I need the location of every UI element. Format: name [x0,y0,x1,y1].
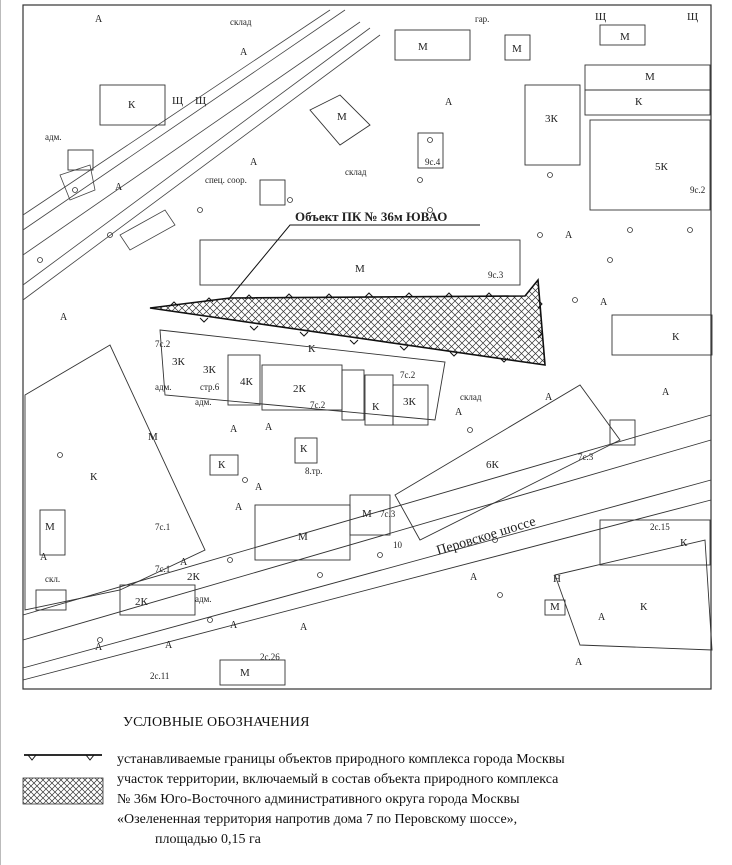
callout-leader [228,225,480,300]
svg-text:гар.: гар. [475,14,490,24]
svg-text:А: А [230,424,238,435]
label-5k: 5К [655,161,668,173]
svg-text:А: А [165,640,173,651]
svg-text:А: А [470,572,478,583]
svg-text:2с.15: 2с.15 [650,522,670,532]
svg-text:8.тр.: 8.тр. [305,466,323,476]
svg-text:9с.2: 9с.2 [690,185,706,195]
label-k: К [308,343,316,355]
svg-text:А: А [40,552,48,563]
label-k: К [635,96,643,108]
svg-text:А: А [662,387,670,398]
legend-area-text-2: № 36м Юго-Восточного административного округа города Москвы [117,792,520,807]
label-m: М [512,43,522,55]
svg-text:А: А [60,312,68,323]
label-k: К [90,471,98,483]
svg-text:А: А [598,612,606,623]
svg-text:7с.1: 7с.1 [155,564,171,574]
map-small-labels [45,14,705,681]
label-3k: 3К [545,113,558,125]
legend-title: УСЛОВНЫЕ ОБОЗНАЧЕНИЯ [123,715,310,730]
svg-text:А: А [180,557,188,568]
svg-text:А: А [95,14,103,25]
legend-area-text-4: площадью 0,15 га [155,832,261,847]
label-m: М [645,71,655,83]
label-m: М [550,601,560,613]
svg-text:7с.3: 7с.3 [578,452,594,462]
svg-text:7с.2: 7с.2 [400,370,416,380]
label-m: М [620,31,630,43]
svg-text:адм.: адм. [155,382,172,392]
svg-text:склад: склад [230,17,252,27]
svg-text:2с.11: 2с.11 [150,671,170,681]
label-k: К [372,401,380,413]
svg-text:10: 10 [393,540,402,550]
svg-text:А: А [600,297,608,308]
label-m: М [362,508,372,520]
label-m: М [45,521,55,533]
legend-area-text-3: «Озелененная территория напротив дома 7 по Перовскому шоссе», [117,812,518,827]
label-m: М [418,41,428,53]
svg-text:адм.: адм. [195,594,212,604]
svg-text:А: А [240,47,248,58]
svg-text:адм.: адм. [195,397,212,407]
street-label: Перовское шоссе [434,514,538,559]
svg-text:А: А [455,407,463,418]
callout-label: Объект ПК № 36м ЮВАО [295,209,448,224]
label-sh: Щ [687,11,699,23]
svg-text:адм.: адм. [45,132,62,142]
svg-text:2с.26: 2с.26 [260,652,280,662]
label-2k: 2К [135,596,148,608]
svg-text:7с.1: 7с.1 [155,522,171,532]
label-3k: 3К [203,364,216,376]
label-6k: 6К [486,459,499,471]
label-m: М [337,111,347,123]
svg-text:склад: склад [345,167,367,177]
svg-text:А: А [445,97,453,108]
svg-text:скл.: скл. [45,574,61,584]
svg-text:А: А [230,620,238,631]
label-m: М [148,431,158,443]
label-sh: Щ [195,95,207,107]
label-k: К [218,459,226,471]
svg-text:А: А [115,182,123,193]
svg-text:склад: склад [460,392,482,402]
label-sh: Щ [595,11,607,23]
svg-text:А: А [575,657,583,668]
svg-text:9с.4: 9с.4 [425,157,441,167]
label-3k: 3К [172,356,185,368]
svg-text:А: А [250,157,258,168]
boundary-line-symbol [22,748,104,764]
label-m: М [240,667,250,679]
perovskoe-highway [23,415,711,680]
svg-text:А: А [545,392,553,403]
legend-area-text-1: участок территории, включаемый в состав объекта природного комплекса [117,772,559,787]
svg-text:А: А [235,502,243,513]
label-m: М [355,263,365,275]
svg-text:спец. соор.: спец. соор. [205,175,247,185]
hatched-area-symbol [22,777,104,805]
svg-text:А: А [300,622,308,633]
label-4k: 4К [240,376,253,388]
object-area-hatched [150,280,545,365]
svg-text:А: А [265,422,273,433]
svg-text:А: А [255,482,263,493]
svg-text:7с.2: 7с.2 [310,400,326,410]
label-k: К [300,443,308,455]
map-border [23,5,711,689]
label-sh: Щ [172,95,184,107]
label-m: М [298,531,308,543]
railway-corridor [23,10,380,300]
legend-boundary-text: устанавливаемые границы объектов природного комплекса города Москвы [117,752,565,767]
svg-text:7с.3: 7с.3 [380,509,396,519]
label-k: К [672,331,680,343]
label-k: К [128,99,136,111]
label-2k: 2К [293,383,306,395]
svg-text:А: А [565,230,573,241]
label-3k: 3К [403,396,416,408]
label-k: К [640,601,648,613]
label-n: Н [553,573,561,585]
svg-text:А: А [95,642,103,653]
label-2k: 2К [187,571,200,583]
svg-text:стр.6: стр.6 [200,382,220,392]
label-k: К [680,537,688,549]
svg-text:9с.3: 9с.3 [488,270,504,280]
svg-text:7с.2: 7с.2 [155,339,171,349]
